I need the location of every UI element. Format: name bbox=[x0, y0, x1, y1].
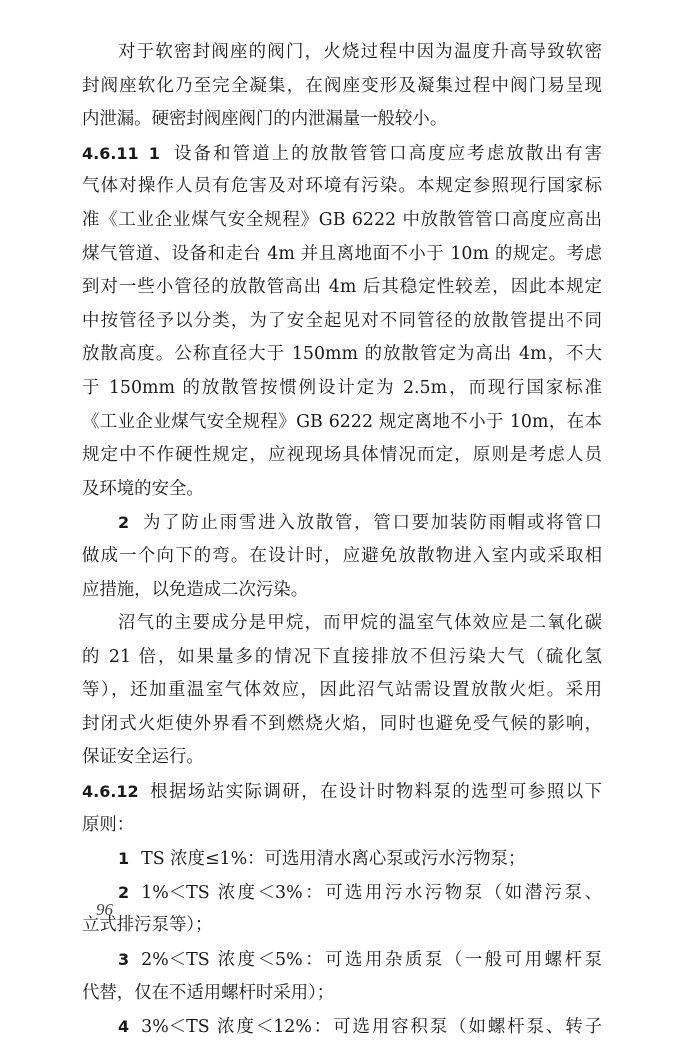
item-line: 1 TS 浓度≤1%：可选用清水离心泵或污水污物泵； bbox=[118, 849, 526, 870]
text-line: 准《工业企业煤气安全规程》GB 6222 中放散管管口高度应高出 bbox=[82, 209, 602, 230]
item-line: 2 为了防止雨雪进入放散管，管口要加装防雨帽或将管口 bbox=[118, 513, 602, 534]
text-line: 到对一些小管径的放散管高出 4m 后其稳定性较差，因此本规定 bbox=[82, 277, 602, 298]
text-line: 封闭式火炬使外界看不到燃烧火焰，同时也避免受气候的影响， bbox=[82, 713, 602, 734]
text-line: 保证安全运行。 bbox=[82, 747, 204, 768]
clause-line-4-6-11: 4.6.11 1 设备和管道上的放散管管口高度应考虑放散出有害 bbox=[82, 143, 602, 164]
item-line: 2 1%＜TS 浓度＜3%：可选用污水污物泵（如潜污泵、 bbox=[118, 882, 602, 903]
document-body bbox=[82, 36, 602, 1044]
text-line: 煤气管道、设备和走台 4m 并且离地面不小于 10m 的规定。考虑 bbox=[82, 243, 602, 264]
text-line: 等），还加重温室气体效应，因此沼气站需设置放散火炬。采用 bbox=[82, 680, 602, 701]
text-line: 的 21 倍，如果量多的情况下直接排放不但污染大气（硫化氢 bbox=[82, 646, 602, 667]
item-number: 4 bbox=[118, 1017, 130, 1037]
clause-number: 4.6.12 bbox=[82, 782, 139, 802]
text-line: 气体对操作人员有危害及对环境有污染。本规定参照现行国家标 bbox=[82, 176, 602, 197]
text-line: 应措施，以免造成二次污染。 bbox=[82, 579, 309, 600]
text-line: 放散高度。公称直径大于 150mm 的放散管定为高出 4m，不大 bbox=[82, 344, 602, 365]
item-line: 3 2%＜TS 浓度＜5%：可选用杂质泵（一般可用螺杆泵 bbox=[118, 950, 602, 971]
text-line: 规定中不作硬性规定，应视现场具体情况而定，原则是考虑人员 bbox=[82, 445, 602, 466]
page-number: 96 bbox=[96, 900, 113, 919]
text-line: 立式排污泵等）； bbox=[82, 915, 213, 936]
text-line: 中按管径予以分类，为了安全起见对不同管径的放散管提出不同 bbox=[82, 310, 602, 331]
text-line: 封阀座软化乃至完全凝集，在阀座变形及凝集过程中阀门易呈现 bbox=[82, 75, 602, 96]
text-line: 内泄漏。硬密封阀座阀门的内泄漏量一般较小。 bbox=[82, 109, 448, 130]
text-line: 及环境的安全。 bbox=[82, 478, 204, 499]
item-line: 4 3%＜TS 浓度＜12%：可选用容积泵（如螺杆泵、转子 bbox=[118, 1017, 602, 1038]
text-line: 做成一个向下的弯。在设计时，应避免放散物进入室内或采取相 bbox=[82, 545, 602, 566]
text-line: 对于软密封阀座的阀门，火烧过程中因为温度升高导致软密 bbox=[118, 42, 602, 62]
text-line: 《工业企业煤气安全规程》GB 6222 规定离地不小于 10m，在本 bbox=[82, 411, 602, 432]
text-line: 原则： bbox=[82, 814, 135, 835]
item-number: 1 bbox=[148, 143, 160, 163]
item-number: 1 bbox=[118, 849, 130, 869]
clause-number: 4.6.11 bbox=[82, 143, 139, 163]
text-line: 于 150mm 的放散管按惯例设计定为 2.5m，而现行国家标准 bbox=[82, 377, 602, 398]
item-number: 2 bbox=[118, 513, 130, 533]
text-line: 代替，仅在不适用螺杆时采用）； bbox=[82, 982, 335, 1003]
clause-line-4-6-12: 4.6.12 根据场站实际调研，在设计时物料泵的选型可参照以下 bbox=[82, 782, 602, 803]
item-number: 3 bbox=[118, 950, 130, 970]
item-number: 2 bbox=[118, 882, 130, 902]
text-line: 沼气的主要成分是甲烷，而甲烷的温室气体效应是二氧化碳 bbox=[118, 613, 602, 634]
